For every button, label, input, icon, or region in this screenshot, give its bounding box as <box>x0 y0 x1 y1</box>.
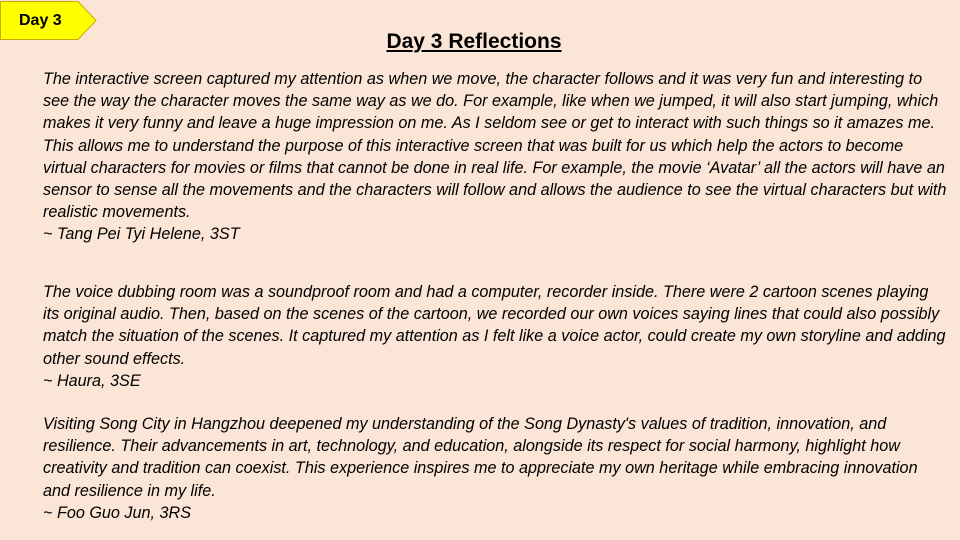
reflection-1-text: The interactive screen captured my attention as when we move, the character follows and it was very fun and interesting to see the way the character moves the same way as we do. For example, like when we jumped, it will also start jumping, which makes it very funny and leave a huge impression on me. As I seldom see or get to interact with such things so it amazes me. This allows me to understand the purpose of this interactive screen that was built for us which help the actors to become virtual characters for movies or films that cannot be done in real life. For example, the movie ‘Avatar’ all the actors will have an sensor to sense all the movements and the characters will follow and allows the audience to see the virtual characters but with realistic movements. <box>43 70 947 222</box>
reflection-2 <box>43 281 948 392</box>
reflection-2-text: The voice dubbing room was a soundproof room and had a computer, recorder inside. There were 2 cartoon scenes playing its original audio. Then, based on the scenes of the cartoon, we recorded our own voices saying lines that could also possibly match the situation of the scenes. It captured my attention as I felt like a voice actor, could create my own storyline and adding other sound effects. <box>43 283 946 368</box>
reflection-1 <box>43 68 948 246</box>
reflection-3-text: Visiting Song City in Hangzhou deepened my understanding of the Song Dynasty's values of tradition, innovation, and resilience. Their advancements in art, technology, and education, alongside its respect for social harmony, highlight how creativity and tradition can coexist. This experience inspires me to appreciate my own heritage while embracing innovation and resilience in my life. <box>43 415 918 500</box>
reflection-2-author: ~ Haura, 3SE <box>43 371 141 390</box>
day-badge-label: Day 3 <box>19 12 62 29</box>
reflection-3-author: ~ Foo Guo Jun, 3RS <box>43 503 192 522</box>
page-title: Day 3 Reflections <box>386 30 562 53</box>
reflection-1-author: ~ Tang Pei Tyi Helene, 3ST <box>43 225 240 244</box>
reflection-3 <box>43 413 948 524</box>
